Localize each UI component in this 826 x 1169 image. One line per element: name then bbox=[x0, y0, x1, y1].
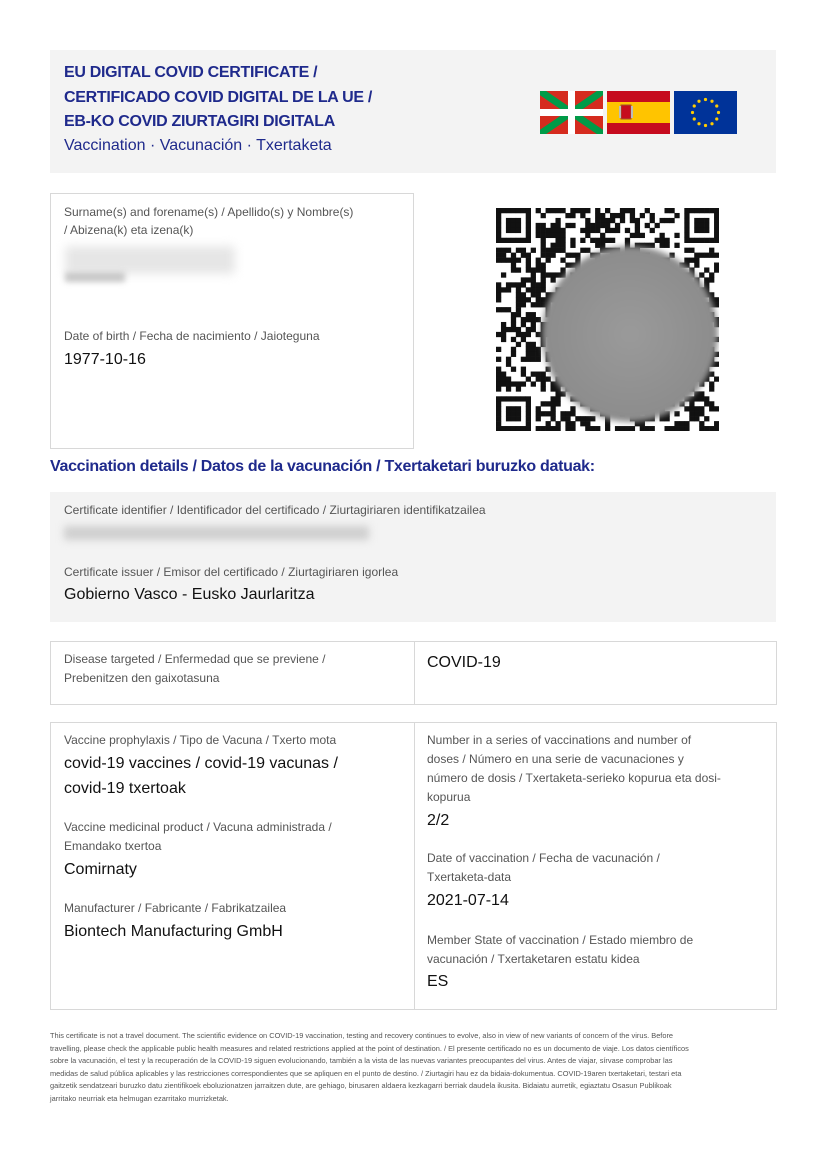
product-label: Vaccine medicinal product / Vacuna administrada / bbox=[64, 820, 332, 834]
prophylaxis-value: covid-19 vaccines / covid-19 vacunas / bbox=[64, 755, 338, 772]
disease-label-2: Prebenitzen den gaixotasuna bbox=[64, 671, 220, 685]
eu-star-icon bbox=[710, 122, 713, 125]
title-line-2: CERTIFICADO COVID DIGITAL DE LA UE / bbox=[64, 89, 373, 106]
title-line-1: EU DIGITAL COVID CERTIFICATE / bbox=[64, 64, 318, 81]
eu-flag-icon bbox=[674, 91, 737, 134]
redaction-blur bbox=[542, 246, 718, 422]
redacted-name-residue bbox=[65, 272, 125, 282]
certificate-info-panel bbox=[50, 492, 776, 622]
disclaimer-line: travelling, please check the applicable public health measures and related restrictions applied at the point of destination. / El presente certificado no es un documento de viaje. Los datos científicos bbox=[50, 1043, 689, 1053]
vaccination-details-title: Vaccination details / Datos de la vacunación / Txertaketari buruzko datuak: bbox=[50, 458, 595, 475]
disclaimer-line: sobre la vacunación, el test y la recuperación de la COVID-19 siguen evolucionando, también a la vista de las nuevas variantes preocupantes del virus. Antes de viajar, sírvase comprobar las bbox=[50, 1056, 673, 1066]
series-label-4: kopurua bbox=[427, 790, 471, 804]
name-label: Surname(s) and forename(s) / Apellido(s) y Nombre(s) bbox=[64, 205, 354, 219]
series-value: 2/2 bbox=[427, 812, 450, 829]
eu-star-icon bbox=[697, 100, 700, 103]
basque-flag-icon bbox=[540, 91, 603, 134]
disease-box bbox=[50, 641, 777, 705]
name-label-2: / Abizena(k) eta izena(k) bbox=[64, 223, 194, 237]
disease-value: COVID-19 bbox=[427, 654, 501, 671]
title-line-3: EB-KO COVID ZIURTAGIRI DIGITALA bbox=[64, 113, 335, 130]
eu-star-icon bbox=[715, 117, 718, 120]
certificate-type: Vaccination · Vacunación · Txertaketa bbox=[64, 137, 332, 154]
holder-info-box bbox=[50, 193, 414, 449]
eu-star-icon bbox=[710, 100, 713, 103]
series-label: Number in a series of vaccinations and number of bbox=[427, 733, 692, 747]
spain-flag-icon bbox=[607, 91, 670, 134]
divider bbox=[414, 642, 415, 704]
disclaimer-line: gaitzetik sendatzeari buruzko datu zientifikoek eboluzionatzen jarraitzen dute, are gehiago, birusaren aldaera kezkagarri berriak daudela ikusita. Bidaiatu aurretik, egiaztatu Osasun Publikoak bbox=[50, 1081, 672, 1091]
eu-star-icon bbox=[693, 117, 696, 120]
disclaimer-line: jarritako neurriak eta helmugan ezarritako murrizketak. bbox=[50, 1093, 229, 1103]
disease-label: Disease targeted / Enfermedad que se previene / bbox=[64, 652, 326, 666]
divider bbox=[414, 723, 415, 1009]
disclaimer-footer bbox=[50, 1030, 776, 1106]
disclaimer-line: This certificate is not a travel document. The scientific evidence on COVID-19 vaccination, testing and recovery continues to evolve, also in view of new variants of concern of the virus. Before bbox=[50, 1031, 674, 1040]
eu-star-icon bbox=[704, 124, 707, 127]
eu-star-icon bbox=[693, 104, 696, 107]
disclaimer-line: medidas de salud pública aplicables y las restricciones correspondientes que se apliquen en el punto de destino. / Ziurtagiri hau ez da bidaia-dokumentua. COVID-19aren txertaketari, testari eta bbox=[50, 1068, 682, 1078]
eu-star-icon bbox=[704, 98, 707, 101]
vaccination-date-label-2: Txertaketa-data bbox=[427, 870, 512, 884]
member-state-value: ES bbox=[427, 973, 449, 990]
vaccination-date-label: Date of vaccination / Fecha de vacunación / bbox=[427, 851, 660, 865]
certificate-issuer-label: Certificate issuer / Emisor del certificado / Ziurtagiriaren igorlea bbox=[64, 565, 399, 579]
eu-star-icon bbox=[697, 122, 700, 125]
prophylaxis-label: Vaccine prophylaxis / Tipo de Vacuna / Txerto mota bbox=[64, 733, 337, 747]
dob-value: 1977-10-16 bbox=[64, 351, 146, 368]
manufacturer-label: Manufacturer / Fabricante / Fabrikatzailea bbox=[64, 901, 287, 915]
certificate-identifier-label: Certificate identifier / Identificador del certificado / Ziurtagiriaren identifikatzailea bbox=[64, 503, 486, 517]
eu-star-icon bbox=[691, 111, 694, 114]
member-state-label-2: vacunación / Txertaketaren estatu kidea bbox=[427, 952, 640, 966]
eu-star-icon bbox=[715, 104, 718, 107]
certificate-issuer-value: Gobierno Vasco - Eusko Jaurlaritza bbox=[64, 586, 315, 603]
redacted-certificate-identifier bbox=[64, 526, 369, 540]
qr-code bbox=[496, 208, 719, 431]
vaccine-box bbox=[50, 722, 777, 1010]
series-label-2: doses / Número en una serie de vacunaciones y bbox=[427, 752, 684, 766]
vaccination-date-value: 2021-07-14 bbox=[427, 892, 509, 909]
prophylaxis-value-2: covid-19 txertoak bbox=[64, 780, 186, 797]
product-value: Comirnaty bbox=[64, 861, 137, 878]
manufacturer-value: Biontech Manufacturing GmbH bbox=[64, 923, 283, 940]
member-state-label: Member State of vaccination / Estado miembro de bbox=[427, 933, 694, 947]
certificate-header bbox=[50, 50, 776, 173]
series-label-3: número de dosis / Txertaketa-serieko kopurua eta dosi- bbox=[427, 771, 721, 785]
product-label-2: Emandako txertoa bbox=[64, 839, 162, 853]
dob-label: Date of birth / Fecha de nacimiento / Jaioteguna bbox=[64, 329, 320, 343]
redacted-name bbox=[65, 246, 235, 274]
eu-star-icon bbox=[717, 111, 720, 114]
